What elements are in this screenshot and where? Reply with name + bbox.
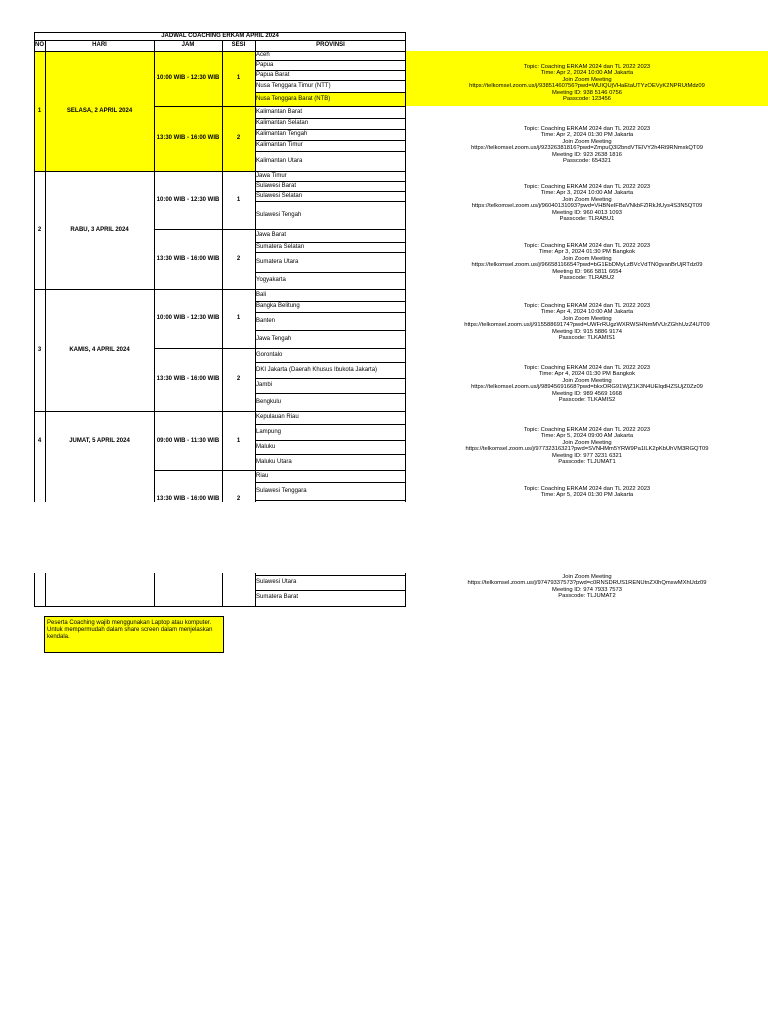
province-cell: Sumatera Utara: [256, 258, 299, 265]
row-divider: [255, 393, 406, 394]
zoom-topic: Topic: Coaching ERKAM 2024 dan TL 2022 2023: [523, 243, 651, 249]
province-cell: Maluku: [256, 443, 276, 450]
session-jam: 13:30 WIB - 16:00 WIB: [156, 376, 220, 383]
row-divider: [255, 500, 406, 501]
zoom-info: [406, 64, 768, 103]
province-cell: Sulawesi Utara: [256, 579, 297, 586]
zoom-topic: Topic: Coaching ERKAM 2024 dan TL 2022 2023: [523, 365, 651, 371]
row-divider: [255, 129, 406, 130]
session-sesi: 2: [236, 376, 241, 383]
header-hari: HARI: [92, 42, 107, 49]
page-break-gap: [0, 502, 768, 573]
zoom-meeting-id: Meeting ID: 966 5811 6654: [552, 268, 622, 275]
day-hari: KAMIS, 4 APRIL 2024: [69, 346, 130, 353]
zoom-meeting-id: Meeting ID: 960 4013 1093: [552, 209, 622, 216]
header-no: NO: [35, 42, 44, 49]
zoom-meeting-id: Meeting ID: 974 7933 7573: [552, 586, 622, 593]
session-jam: 10:00 WIB - 12:30 WIB: [156, 196, 220, 203]
province-cell: Jawa Barat: [256, 232, 287, 239]
session-sesi: 2: [236, 135, 241, 142]
zoom-meeting-id: Meeting ID: 977 3231 6321: [552, 452, 622, 459]
province-cell: Sulawesi Selatan: [256, 192, 303, 199]
province-cell: Sulawesi Barat: [256, 182, 297, 189]
day-no: 4: [37, 437, 42, 444]
province-cell: Nusa Tenggara Timur (NTT): [256, 82, 331, 89]
province-cell: Kalimantan Barat: [256, 108, 303, 115]
zoom-join: Join Zoom Meeting: [562, 315, 612, 322]
row-divider: [255, 424, 406, 425]
zoom-time: Time: Apr 3, 2024 01:30 PM Bangkok: [538, 249, 636, 256]
day-hari: JUMAT, 5 APRIL 2024: [69, 437, 130, 444]
session-sesi: 2: [236, 255, 241, 262]
row-divider: [255, 301, 406, 302]
row-divider: [255, 330, 406, 331]
zoom-info: [406, 486, 768, 499]
table-border: [34, 51, 406, 52]
province-cell: Bangka Belitung: [256, 303, 300, 310]
row-divider: [255, 312, 406, 313]
zoom-time: Time: Apr 3, 2024 10:00 AM Jakarta: [540, 190, 634, 197]
row-divider: [255, 92, 406, 93]
zoom-meeting-id: Meeting ID: 989 4569 1668: [552, 390, 622, 397]
row-divider: [255, 70, 406, 71]
zoom-meeting-id: Meeting ID: 938 5146 0756: [552, 89, 622, 96]
row-divider: [255, 362, 406, 363]
row-divider: [34, 289, 406, 290]
session-jam: 10:00 WIB - 12:30 WIB: [156, 75, 220, 82]
zoom-link[interactable]: https://telkomsel.zoom.us/j/96040131093?pwd=VHBNeIFBaVNkbFZlRkJtUys4S3N5QT09: [471, 203, 703, 210]
province-cell: Papua: [256, 61, 274, 68]
zoom-join: Join Zoom Meeting: [562, 255, 612, 262]
row-divider: [154, 348, 406, 349]
row-divider: [255, 242, 406, 243]
province-cell: Yogyakarta: [256, 277, 286, 284]
zoom-topic: Topic: Coaching ERKAM 2024 dan TL 2022 2023: [523, 184, 651, 190]
session-sesi: 1: [236, 196, 241, 203]
province-cell: Jawa Timur: [256, 172, 287, 179]
zoom-info: [406, 574, 768, 600]
zoom-link[interactable]: https://telkomsel.zoom.us/j/98945691668?pwd=bkxORG91WjZ1K3N4UElqdHZSUjZ0Zz09: [471, 384, 703, 391]
province-cell: Gorontalo: [256, 351, 283, 358]
province-cell: Riau: [256, 472, 269, 479]
province-cell: Aceh: [256, 52, 270, 59]
zoom-topic: Topic: Coaching ERKAM 2024 dan TL 2022 2023: [523, 126, 651, 132]
zoom-time: Time: Apr 2, 2024 01:30 PM Jakarta: [540, 132, 634, 139]
session-jam: 10:00 WIB - 12:30 WIB: [156, 315, 220, 322]
row-divider: [34, 411, 406, 412]
zoom-info: [406, 365, 768, 404]
province-cell: Kalimantan Tengah: [256, 131, 308, 138]
row-divider: [255, 378, 406, 379]
zoom-info: [406, 184, 768, 223]
session-sesi: 2: [236, 495, 241, 502]
session-jam: 13:30 WIB - 16:00 WIB: [156, 255, 220, 262]
day-no: 1: [37, 107, 42, 114]
session-sesi: 1: [236, 315, 241, 322]
province-cell: Papua Barat: [256, 71, 290, 78]
zoom-time: Time: Apr 4, 2024 01:30 PM Bangkok: [538, 371, 636, 378]
row-divider: [255, 181, 406, 182]
zoom-passcode: Passcode: TLKAMIS1: [558, 335, 616, 342]
zoom-join: Join Zoom Meeting: [562, 377, 612, 384]
day-no: 2: [37, 226, 42, 233]
session-sesi: 1: [236, 75, 241, 82]
province-cell: Bali: [256, 291, 267, 298]
zoom-time: Time: Apr 5, 2024 09:00 AM Jakarta: [540, 433, 634, 440]
province-cell: Sumatera Barat: [256, 594, 299, 601]
note-text: Peserta Coaching wajib menggunakan Laptop atau komputer. Untuk mempermudah dalam share screen dalam menjelaskan kendala.: [47, 620, 213, 640]
province-cell: Nusa Tenggara Barat (NTB): [256, 95, 331, 102]
header-jam: JAM: [181, 42, 195, 49]
table-border: [34, 606, 406, 607]
zoom-join: Join Zoom Meeting: [562, 439, 612, 446]
province-cell: Sulawesi Tengah: [256, 211, 302, 218]
table-border: [34, 40, 406, 41]
province-cell: Bengkulu: [256, 398, 282, 405]
zoom-link[interactable]: https://telkomsel.zoom.us/j/93851460756?pwd=WUIQUjVHaEtaUTYzOEVyK2NPRUtMdz09: [469, 83, 705, 90]
zoom-link[interactable]: https://telkomsel.zoom.us/j/97479337573?pwd=c0RNSDRUS1RENUtnZXlhQmswMXhUdz09: [467, 580, 707, 587]
province-cell: Jambi: [256, 382, 273, 389]
province-cell: Lampung: [256, 428, 282, 435]
row-divider: [255, 201, 406, 202]
row-divider: [255, 151, 406, 152]
zoom-link[interactable]: https://telkomsel.zoom.us/j/91558869174?pwd=UWFrRUgzWXRWSHNmMVUrZGhhUzZ4UT09: [464, 322, 710, 329]
zoom-time: Time: Apr 2, 2024 10:00 AM Jakarta: [540, 70, 634, 77]
province-cell: Kalimantan Timur: [256, 142, 303, 149]
zoom-info: [406, 243, 768, 282]
zoom-time: Time: Apr 5, 2024 01:30 PM Jakarta: [540, 492, 634, 499]
province-cell: Kalimantan Selatan: [256, 120, 309, 127]
zoom-passcode: Passcode: TLRABU2: [559, 275, 615, 282]
row-divider: [255, 140, 406, 141]
zoom-link[interactable]: https://telkomsel.zoom.us/j/97732316321?pwd=SVNHMm5YRW9Pa1lLK2pKbUhVM3RGQT09: [465, 446, 709, 453]
row-divider: [255, 191, 406, 192]
zoom-join: Join Zoom Meeting: [562, 138, 612, 145]
zoom-topic: Topic: Coaching ERKAM 2024 dan TL 2022 2023: [523, 486, 651, 492]
zoom-link[interactable]: https://telkomsel.zoom.us/j/96658116654?pwd=bG1EbDMyLzBVcVdTN0gvanBrUjRTdz09: [471, 262, 703, 269]
day-hari: RABU, 3 APRIL 2024: [70, 226, 129, 233]
row-divider: [255, 482, 406, 483]
zoom-passcode: Passcode: TLRABU1: [559, 216, 615, 223]
header-sesi: SESI: [231, 42, 246, 49]
zoom-join: Join Zoom Meeting: [562, 76, 612, 83]
province-cell: Kepulauan Riau: [256, 414, 299, 421]
row-divider: [255, 252, 406, 253]
session-jam: 13:30 WIB - 16:00 WIB: [156, 135, 220, 142]
zoom-passcode: Passcode: TLJUMAT2: [558, 593, 616, 600]
row-divider: [154, 229, 406, 230]
province-cell: Sulawesi Tenggara: [256, 487, 307, 494]
row-divider: [255, 272, 406, 273]
row-divider: [255, 590, 406, 591]
province-cell: Sumatera Selatan: [256, 243, 305, 250]
zoom-topic: Topic: Coaching ERKAM 2024 dan TL 2022 2023: [523, 64, 651, 70]
session-jam: 13:30 WIB - 16:00 WIB: [156, 495, 220, 502]
zoom-topic: Topic: Coaching ERKAM 2024 dan TL 2022 2023: [523, 303, 651, 309]
row-divider: [34, 171, 406, 172]
zoom-time: Time: Apr 4, 2024 10:00 AM Jakarta: [540, 309, 634, 316]
zoom-info: [406, 126, 768, 165]
day-no: 3: [37, 346, 42, 353]
zoom-info: [406, 303, 768, 342]
header-provinsi: PROVINSI: [316, 42, 345, 49]
session-sesi: 1: [236, 437, 241, 444]
row-divider: [255, 80, 406, 81]
zoom-join: Join Zoom Meeting: [562, 196, 612, 203]
row-divider: [255, 575, 406, 576]
row-divider: [255, 118, 406, 119]
province-cell: Kalimantan Utara: [256, 157, 303, 164]
zoom-info: [406, 427, 768, 466]
zoom-meeting-id: Meeting ID: 923 2638 1816: [552, 151, 622, 158]
session-jam: 09:00 WIB - 11:30 WIB: [156, 437, 220, 444]
zoom-join: Join Zoom Meeting: [562, 574, 612, 580]
zoom-passcode: Passcode: 654321: [562, 158, 612, 165]
table-border: [34, 32, 406, 33]
zoom-meeting-id: Meeting ID: 915 5886 9174: [552, 328, 622, 335]
schedule-title: JADWAL COACHING ERKAM APRIL 2024: [161, 32, 279, 39]
row-divider: [154, 106, 406, 107]
zoom-passcode: Passcode: TLJUMAT1: [558, 459, 616, 466]
zoom-passcode: Passcode: 123456: [562, 96, 612, 103]
zoom-topic: Topic: Coaching ERKAM 2024 dan TL 2022 2023: [523, 427, 651, 433]
province-cell: DKI Jakarta (Daerah Khusus Ibukota Jakarta): [256, 366, 378, 373]
province-cell: Banten: [256, 317, 276, 324]
note-box: [44, 616, 224, 653]
row-divider: [154, 470, 406, 471]
zoom-link[interactable]: https://telkomsel.zoom.us/j/92326381816?pwd=ZmpuQ3I2bndVTElVY2h4Ri9RNmxkQT09: [471, 145, 703, 152]
row-divider: [255, 454, 406, 455]
day-hari: SELASA, 2 APRIL 2024: [66, 107, 133, 114]
row-divider: [255, 60, 406, 61]
zoom-passcode: Passcode: TLKAMIS2: [558, 397, 616, 404]
province-cell: Maluku Utara: [256, 458, 292, 465]
province-cell: Jawa Tengah: [256, 335, 292, 342]
row-divider: [255, 440, 406, 441]
